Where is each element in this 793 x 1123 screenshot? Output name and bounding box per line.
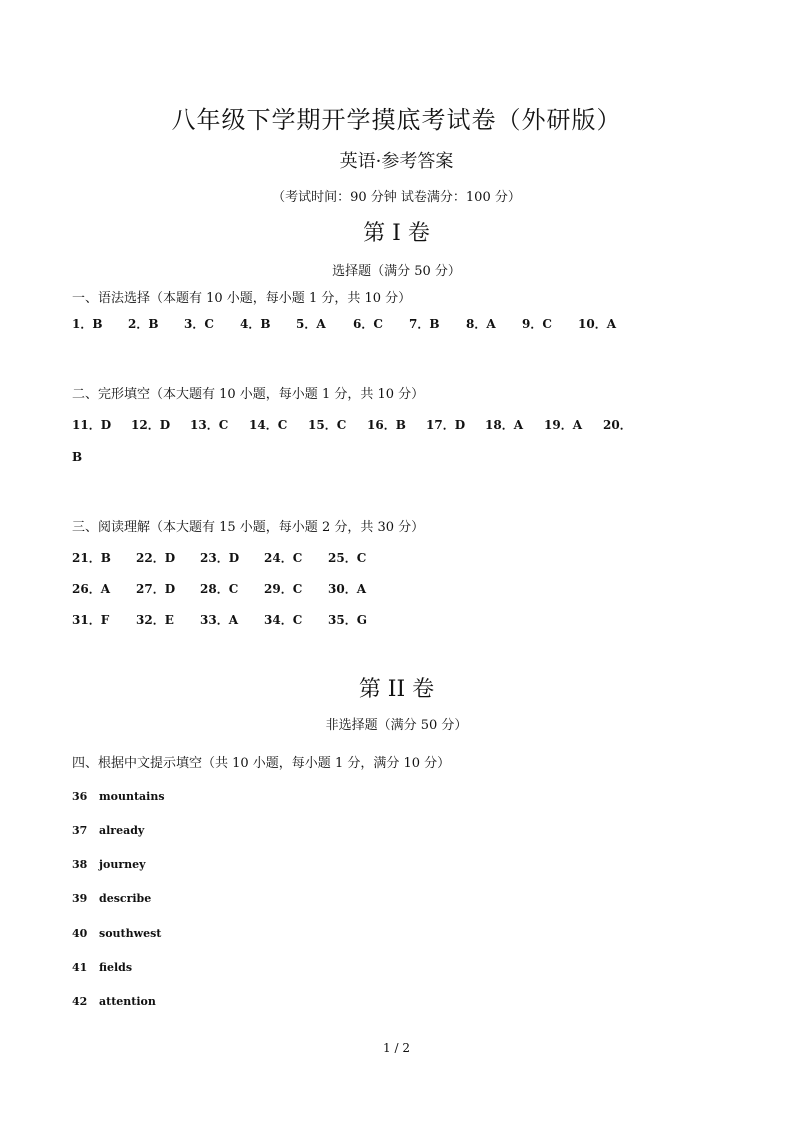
answer-item: 12．D [131, 418, 171, 432]
answer-item: 25．C [328, 551, 367, 565]
page-title: 八年级下学期开学摸底考试卷（外研版） [171, 106, 622, 134]
answer-item: 15．C [308, 418, 347, 432]
answer-row [72, 315, 616, 332]
answer-item: 31．F [72, 613, 110, 627]
volume-2-subtitle: 非选择题（满分 50 分） [325, 718, 468, 733]
item-answer: describe [99, 892, 152, 905]
answer-item: 27．D [136, 582, 176, 596]
fill-in-item [72, 858, 146, 871]
answer-item: 3．C [184, 317, 214, 331]
answer-item: 5．A [296, 317, 326, 331]
fill-in-item [72, 790, 165, 803]
answer-item: 9．C [522, 317, 552, 331]
fill-in-item [72, 892, 151, 905]
answer-item: 17．D [426, 418, 466, 432]
answer-item: 30．A [328, 582, 367, 596]
item-number: 42 [72, 995, 88, 1008]
answer-row [72, 450, 82, 464]
item-number: 38 [72, 858, 88, 871]
answer-item: 24．C [264, 551, 303, 565]
answer-item: B [72, 450, 83, 464]
section-heading-grammar: 一、语法选择（本题有 10 小题，每小题 1 分，共 10 分） [72, 291, 412, 306]
answer-row [72, 549, 366, 566]
answer-item: 2．B [128, 317, 159, 331]
answer-item: 1．B [72, 317, 103, 331]
item-number: 39 [72, 892, 88, 905]
answer-item: 22．D [136, 551, 176, 565]
answer-item: 29．C [264, 582, 303, 596]
fill-in-item [72, 927, 161, 940]
answer-item: 13．C [190, 418, 229, 432]
answer-item: 20． [603, 418, 632, 432]
answer-item: 34．C [264, 613, 303, 627]
answer-item: 33．A [200, 613, 239, 627]
answer-item: 7．B [409, 317, 440, 331]
answer-item: 4．B [240, 317, 271, 331]
fill-in-item [72, 995, 156, 1008]
item-answer: journey [99, 858, 146, 871]
answer-item: 35．G [328, 613, 367, 627]
answer-item: 6．C [353, 317, 383, 331]
volume-1-subtitle: 选择题（满分 50 分） [332, 264, 461, 279]
answer-item: 8．A [466, 317, 496, 331]
answer-row [72, 416, 632, 433]
volume-1-title: 第 I 卷 [363, 221, 430, 246]
page-number: 1 / 2 [383, 1041, 410, 1055]
item-answer: southwest [99, 927, 162, 940]
section-heading-fill-in: 四、根据中文提示填空（共 10 小题，每小题 1 分，满分 10 分） [72, 756, 451, 771]
exam-info: （考试时间：90 分钟 试卷满分：100 分） [272, 190, 521, 205]
item-answer: attention [99, 995, 156, 1008]
fill-in-item [72, 961, 132, 974]
answer-item: 19．A [544, 418, 583, 432]
answer-item: 32．E [136, 613, 174, 627]
answer-row [72, 611, 367, 628]
answer-item: 23．D [200, 551, 240, 565]
item-number: 37 [72, 824, 88, 837]
answer-item: 26．A [72, 582, 111, 596]
section-heading-cloze: 二、完形填空（本大题有 10 小题，每小题 1 分，共 10 分） [72, 387, 425, 402]
answer-item: 14．C [249, 418, 288, 432]
section-heading-reading: 三、阅读理解（本大题有 15 小题，每小题 2 分，共 30 分） [72, 520, 425, 535]
answer-item: 10．A [578, 317, 617, 331]
answer-row [72, 580, 366, 597]
answer-item: 16．B [367, 418, 406, 432]
item-number: 41 [72, 961, 88, 974]
item-number: 36 [72, 790, 88, 803]
answer-item: 28．C [200, 582, 239, 596]
fill-in-item [72, 824, 144, 837]
answer-item: 21．B [72, 551, 111, 565]
answer-item: 11．D [72, 418, 112, 432]
page-subtitle: 英语·参考答案 [339, 151, 454, 172]
item-answer: fields [99, 961, 133, 974]
item-number: 40 [72, 927, 88, 940]
answer-item: 18．A [485, 418, 524, 432]
item-answer: already [99, 824, 145, 837]
item-answer: mountains [99, 790, 165, 803]
volume-2-title: 第 II 卷 [358, 677, 435, 702]
